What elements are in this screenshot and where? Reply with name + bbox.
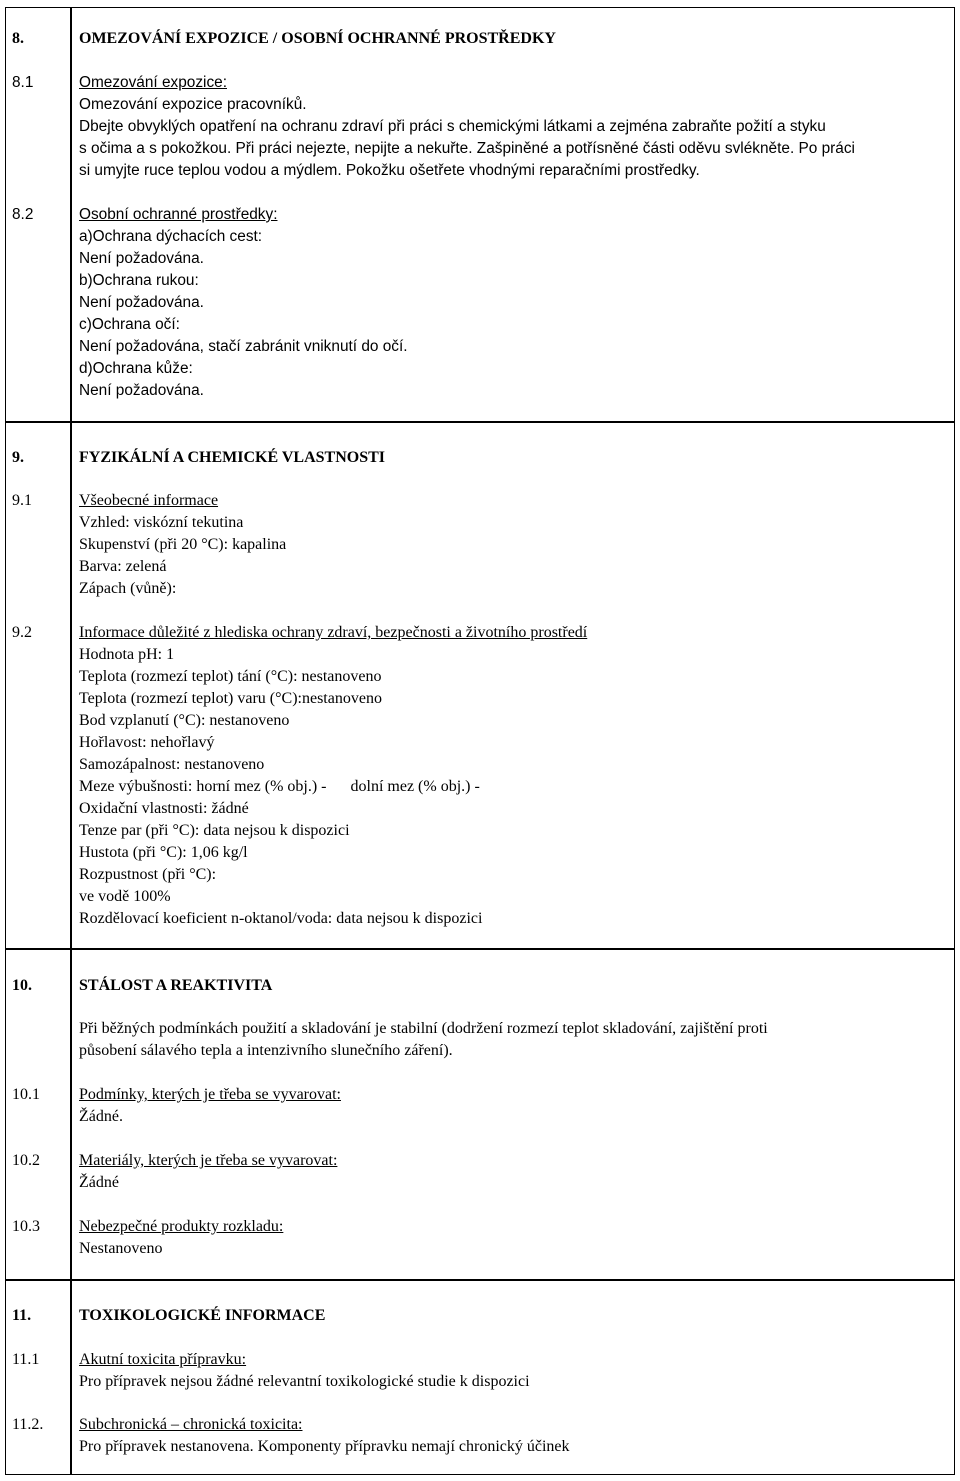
text-line: Teplota (rozmezí teplot) varu (°C):nestanoveno <box>79 690 382 707</box>
subsection-10-3-heading: Nebezpečné produkty rozkladu: <box>79 1218 284 1235</box>
text-line: Rozpustnost (při °C): <box>79 866 217 883</box>
text-line: Zápach (vůně): <box>79 580 177 597</box>
text-line: b)Ochrana rukou: <box>79 272 199 289</box>
subsection-11-1-heading: Akutní toxicita přípravku: <box>79 1351 247 1368</box>
section-10-number: 10. <box>12 977 32 994</box>
text-line: Žádné <box>79 1174 119 1191</box>
text-line: Bod vzplanutí (°C): nestanoveno <box>79 712 290 729</box>
text-line: Pro přípravek nestanovena. Komponenty přípravku nemají chronický účinek <box>79 1438 570 1455</box>
subsection-9-1-number: 9.1 <box>12 492 32 509</box>
subsection-11-1-number: 11.1 <box>12 1351 40 1368</box>
text-line: Není požadována. <box>79 382 204 399</box>
text-line: s očima a s pokožkou. Při práci nejezte, nepijte a nekuřte. Zašpiněné a potřísněné části oděvu svlékněte. Po práci <box>79 140 855 157</box>
subsection-10-1-heading: Podmínky, kterých je třeba se vyvarovat: <box>79 1086 341 1103</box>
text-line: Teplota (rozmezí teplot) tání (°C): nestanoveno <box>79 668 382 685</box>
text-line: Hodnota pH: 1 <box>79 646 175 663</box>
text-line: d)Ochrana kůže: <box>79 360 193 377</box>
subsection-11-2-number: 11.2. <box>12 1416 44 1433</box>
subsection-9-1-heading: Všeobecné informace <box>79 492 219 509</box>
text-line: Dbejte obvyklých opatření na ochranu zdraví při práci s chemickými látkami a zejména zabraňte požití a styku <box>79 118 826 135</box>
text-line: Omezování expozice pracovníků. <box>79 96 307 113</box>
text-line: Hořlavost: nehořlavý <box>79 734 215 751</box>
text-line: Není požadována. <box>79 294 204 311</box>
section-11-title: TOXIKOLOGICKÉ INFORMACE <box>79 1307 326 1324</box>
subsection-9-2-number: 9.2 <box>12 624 32 641</box>
subsection-11-2-heading: Subchronická – chronická toxicita: <box>79 1416 303 1433</box>
subsection-10-2-heading: Materiály, kterých je třeba se vyvarovat: <box>79 1152 338 1169</box>
section-8-number: 8. <box>12 30 24 47</box>
text-line: Při běžných podmínkách použití a skladování je stabilní (dodržení rozmezí teplot skladování, zajištění proti <box>79 1020 768 1037</box>
section-divider-11 <box>5 1279 955 1281</box>
text-line: Rozdělovací koeficient n-oktanol/voda: data nejsou k dispozici <box>79 910 483 927</box>
section-8-title: OMEZOVÁNÍ EXPOZICE / OSOBNÍ OCHRANNÉ PROSTŘEDKY <box>79 30 556 47</box>
text-line: Nestanoveno <box>79 1240 163 1257</box>
section-10-title: STÁLOST A REAKTIVITA <box>79 977 273 994</box>
text-line: Barva: zelená <box>79 558 167 575</box>
section-9-number: 9. <box>12 449 24 466</box>
text-line: Pro přípravek nejsou žádné relevantní toxikologické studie k dispozici <box>79 1373 530 1390</box>
text-line: Hustota (při °C): 1,06 kg/l <box>79 844 248 861</box>
text-line: a)Ochrana dýchacích cest: <box>79 228 263 245</box>
section-9-title: FYZIKÁLNÍ A CHEMICKÉ VLASTNOSTI <box>79 449 385 466</box>
text-line: Samozápalnost: nestanoveno <box>79 756 265 773</box>
subsection-10-2-number: 10.2 <box>12 1152 40 1169</box>
text-line: c)Ochrana očí: <box>79 316 180 333</box>
text-line: Vzhled: viskózní tekutina <box>79 514 244 531</box>
subsection-10-3-number: 10.3 <box>12 1218 40 1235</box>
subsection-9-2-heading: Informace důležité z hlediska ochrany zdraví, bezpečnosti a životního prostředí <box>79 624 588 641</box>
column-divider <box>70 7 72 1475</box>
text-line: si umyjte ruce teplou vodou a mýdlem. Pokožku ošetřete vhodnými reparačními prostředky. <box>79 162 700 179</box>
subsection-8-2-number: 8.2 <box>12 206 34 223</box>
text-line: Není požadována, stačí zabránit vniknutí do očí. <box>79 338 408 355</box>
text-line: Tenze par (při °C): data nejsou k dispozici <box>79 822 350 839</box>
section-divider-9 <box>5 421 955 423</box>
text-line: Skupenství (při 20 °C): kapalina <box>79 536 287 553</box>
subsection-8-1-heading: Omezování expozice: <box>79 74 227 91</box>
subsection-10-1-number: 10.1 <box>12 1086 40 1103</box>
text-line: Žádné. <box>79 1108 123 1125</box>
subsection-8-1-number: 8.1 <box>12 74 34 91</box>
text-line: Meze výbušnosti: horní mez (% obj.) - dolní mez (% obj.) - <box>79 778 480 795</box>
text-line: Oxidační vlastnosti: žádné <box>79 800 249 817</box>
text-line: Není požadována. <box>79 250 204 267</box>
section-11-number: 11. <box>12 1307 32 1324</box>
subsection-8-2-heading: Osobní ochranné prostředky: <box>79 206 278 223</box>
text-line: působení sálavého tepla a intenzivního slunečního záření). <box>79 1042 453 1059</box>
section-divider-10 <box>5 948 955 950</box>
text-line: ve vodě 100% <box>79 888 171 905</box>
